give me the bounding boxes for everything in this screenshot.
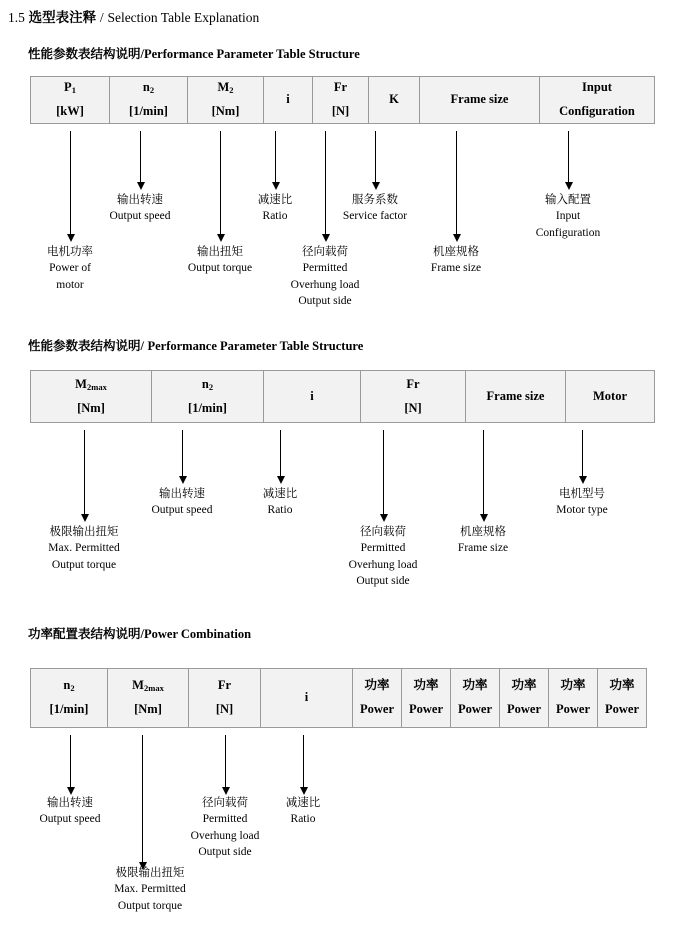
table-column-header: [109, 77, 187, 123]
note-block: [151, 486, 212, 519]
table-column-header: [312, 77, 368, 123]
note-line: 输出转速: [116, 194, 163, 206]
cell-line-2: [Nm]: [211, 104, 240, 118]
note-line: Configuration: [535, 226, 601, 239]
arrow-down-icon: [182, 430, 183, 477]
cell-line-1: Fr: [333, 80, 348, 95]
note-line: Motor type: [556, 504, 608, 517]
note-line: Output speed: [151, 504, 213, 517]
cell-line-1: $n_2$: [63, 678, 75, 694]
table-column-header: [539, 77, 654, 123]
table-column-header: [419, 77, 539, 123]
section-1-heading-cn: 性能参数表结构说明: [28, 47, 141, 61]
table-column-header: [465, 371, 565, 422]
note-line: Output speed: [39, 813, 101, 826]
cell-line-1: $n_2$: [201, 376, 214, 392]
cell-line-2: [1/min]: [49, 702, 89, 716]
note-line: Power of: [49, 262, 91, 275]
cell-line-1: $M_{2max}$: [132, 678, 164, 694]
table-column-header: [360, 371, 465, 422]
cell-line-1: i: [286, 92, 290, 107]
note-block: [343, 192, 407, 225]
note-line: Frame size: [430, 262, 482, 275]
cell-line-1: i: [304, 690, 309, 705]
table-column-header: [548, 669, 597, 727]
note-block: [536, 192, 601, 241]
note-line: Output side: [356, 574, 410, 587]
arrow-down-icon: [70, 131, 71, 235]
section-3-heading: [28, 624, 251, 642]
note-line: Overhung load: [290, 278, 360, 291]
cell-line-1: 功率: [413, 678, 439, 693]
note-line: Frame size: [457, 542, 509, 555]
note-block: [431, 244, 481, 277]
cell-line-1: i: [310, 388, 314, 403]
cell-line-1: $M_2$: [217, 80, 234, 96]
cell-line-1: 功率: [364, 678, 390, 693]
note-line: 减速比: [257, 194, 293, 206]
note-block: [48, 524, 120, 573]
note-block: [39, 795, 100, 828]
section-3-heading-cn: 功率配置表结构说明: [28, 627, 141, 641]
note-line: Ratio: [267, 504, 293, 517]
table-column-header: [151, 371, 263, 422]
note-block: [286, 795, 321, 828]
note-line: 机座规格: [459, 526, 506, 538]
arrow-down-icon: [582, 430, 583, 477]
section-2-heading: [28, 336, 363, 354]
cell-line-1: Fr: [406, 376, 420, 391]
note-line: 服务系数: [351, 194, 398, 206]
table-column-header: [352, 669, 401, 727]
cell-line-2: Power: [359, 702, 394, 716]
note-line: Permitted: [202, 813, 248, 826]
note-line: 极限输出扭矩: [49, 526, 119, 538]
note-block: [458, 524, 508, 557]
note-block: [47, 244, 93, 293]
note-line: Overhung load: [348, 558, 418, 571]
note-line: Ratio: [290, 813, 316, 826]
note-line: Output side: [198, 845, 252, 858]
cell-line-1: 功率: [609, 678, 635, 693]
arrow-down-icon: [142, 735, 143, 863]
cell-line-2: [N]: [404, 400, 422, 415]
note-line: Max. Permitted: [114, 883, 186, 896]
cell-line-1: 功率: [560, 678, 586, 693]
table-column-header: [597, 669, 646, 727]
cell-line-2: [kW]: [56, 104, 84, 118]
section-3-table: [30, 668, 647, 728]
table-column-header: [401, 669, 450, 727]
cell-line-2: Power: [408, 702, 443, 716]
section-number: 1.5: [8, 10, 25, 25]
section-1-table: [30, 76, 655, 124]
cell-line-2: Power: [457, 702, 492, 716]
arrow-down-icon: [280, 430, 281, 477]
arrow-down-icon: [568, 131, 569, 183]
note-line: 径向载荷: [359, 526, 406, 538]
note-line: 径向载荷: [201, 797, 248, 809]
cell-line-1: Frame size: [486, 388, 545, 403]
cell-line-2: Power: [604, 702, 639, 716]
table-column-header: [368, 77, 419, 123]
cell-line-1: Input: [582, 80, 612, 95]
note-line: Input: [555, 210, 581, 223]
note-line: 减速比: [262, 488, 298, 500]
table-column-header: [263, 77, 312, 123]
table-column-header: [107, 669, 188, 727]
cell-line-2: Configuration: [559, 104, 635, 118]
table-column-header: [188, 669, 260, 727]
section-3-heading-en: Power Combination: [144, 627, 252, 641]
note-block: [258, 192, 293, 225]
section-2-heading-sep: /: [140, 339, 144, 353]
arrow-down-icon: [456, 131, 457, 235]
note-block: [556, 486, 607, 519]
cell-line-2: [1/min]: [188, 400, 227, 415]
note-line: Output torque: [187, 262, 253, 275]
note-block: [291, 244, 360, 309]
table-column-header: [450, 669, 499, 727]
table-column-header: [260, 669, 352, 727]
cell-line-1: $n_2$: [142, 80, 155, 96]
note-line: Output torque: [51, 558, 117, 571]
note-line: Output speed: [109, 210, 171, 223]
note-line: 径向载荷: [301, 246, 348, 258]
table-column-header: [31, 669, 107, 727]
arrow-down-icon: [483, 430, 484, 515]
arrow-down-icon: [140, 131, 141, 183]
section-2-heading-en: Performance Parameter Table Structure: [147, 339, 364, 353]
note-block: [114, 865, 186, 914]
section-2-table: [30, 370, 655, 423]
arrow-down-icon: [225, 735, 226, 788]
table-column-header: [31, 77, 109, 123]
cell-line-1: K: [389, 92, 399, 107]
table-column-header: [499, 669, 548, 727]
arrow-down-icon: [383, 430, 384, 515]
cell-line-1: $P_1$: [64, 80, 76, 96]
note-line: Permitted: [360, 542, 406, 555]
section-title-sep: /: [99, 10, 104, 25]
note-line: 机座规格: [432, 246, 479, 258]
note-line: 电机功率: [47, 246, 93, 258]
page-title: [8, 6, 259, 26]
cell-line-2: Power: [506, 702, 541, 716]
cell-line-1: 功率: [462, 678, 488, 693]
cell-line-1: Fr: [217, 678, 232, 693]
note-block: [191, 795, 260, 860]
cell-line-2: [Nm]: [134, 702, 162, 716]
note-line: Output side: [298, 294, 352, 307]
table-column-header: [187, 77, 263, 123]
note-line: Overhung load: [190, 829, 260, 842]
cell-line-2: [N]: [215, 702, 234, 716]
table-column-header: [263, 371, 360, 422]
table-column-header: [31, 371, 151, 422]
cell-line-2: [1/min]: [129, 104, 168, 118]
section-1-heading-sep: /: [140, 47, 144, 61]
note-line: 极限输出扭矩: [115, 867, 185, 879]
arrow-down-icon: [220, 131, 221, 235]
note-line: 输出扭矩: [196, 246, 243, 258]
note-block: [188, 244, 252, 277]
note-line: Output torque: [117, 899, 183, 912]
note-line: motor: [56, 278, 84, 291]
cell-line-2: Power: [555, 702, 590, 716]
arrow-down-icon: [275, 131, 276, 183]
section-2-heading-cn: 性能参数表结构说明: [28, 339, 141, 353]
cell-line-1: $M_{2max}$: [75, 376, 107, 392]
note-block: [263, 486, 298, 519]
note-block: [349, 524, 418, 589]
note-line: 输出转速: [158, 488, 205, 500]
section-1-heading-en: Performance Parameter Table Structure: [144, 47, 360, 61]
section-title-en: Selection Table Explanation: [107, 10, 260, 25]
note-line: 输入配置: [545, 194, 591, 206]
arrow-down-icon: [375, 131, 376, 183]
note-line: 电机型号: [559, 488, 605, 500]
cell-line-1: Motor: [592, 388, 627, 403]
section-3-heading-sep: /: [140, 627, 144, 641]
note-line: Permitted: [302, 262, 348, 275]
note-line: 输出转速: [46, 797, 93, 809]
note-block: [109, 192, 170, 225]
arrow-down-icon: [70, 735, 71, 788]
note-line: 减速比: [285, 797, 321, 809]
arrow-down-icon: [84, 430, 85, 515]
arrow-down-icon: [303, 735, 304, 788]
cell-line-2: [N]: [331, 104, 350, 118]
note-line: Max. Permitted: [48, 542, 120, 555]
note-line: Ratio: [262, 210, 288, 223]
cell-line-2: [Nm]: [77, 400, 105, 415]
cell-line-1: 功率: [511, 678, 537, 693]
note-line: Service factor: [342, 210, 408, 223]
section-1-heading: [28, 44, 360, 62]
arrow-down-icon: [325, 131, 326, 235]
cell-line-1: Frame size: [450, 92, 509, 107]
table-column-header: [565, 371, 654, 422]
section-title-cn: 选型表注释: [28, 10, 97, 25]
